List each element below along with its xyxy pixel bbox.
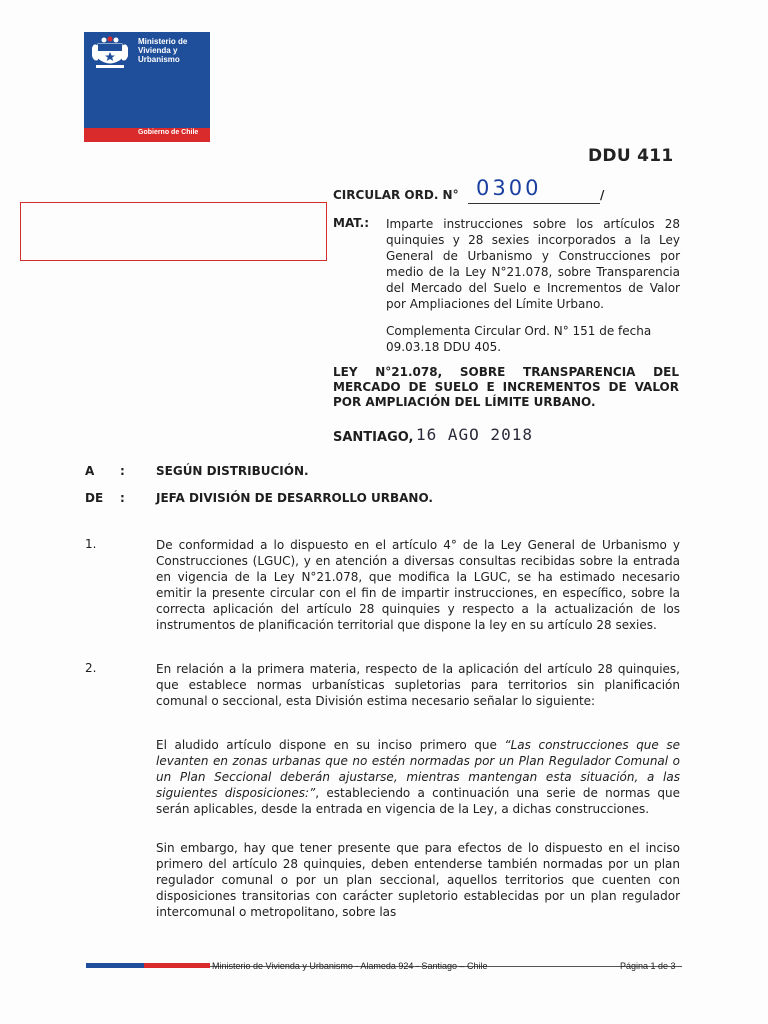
paragraph-3 bbox=[156, 737, 680, 817]
coat-of-arms-icon bbox=[90, 36, 130, 70]
footer-address: Ministerio de Vivienda y Urbanismo - Alameda 924 - Santiago – Chile bbox=[212, 961, 488, 971]
mat-text: Imparte instrucciones sobre los artículos 28 quinquies y 28 sexies incorporados a la Ley General de Urbanismo y Construcciones por medio de la Ley N°21.078, sobre Transparencia del Mercado del Suelo e Incrementos de Valor por Ampliaciones del Límite Urbano. bbox=[386, 217, 680, 311]
paragraph-3-intro: El aludido artículo dispone en su inciso primero que bbox=[156, 738, 505, 752]
logo-gobierno-text: Gobierno de Chile bbox=[138, 129, 199, 136]
redaction-box bbox=[20, 202, 327, 261]
paragraph-2: En relación a la primera materia, respecto de la aplicación del artículo 28 quinquies, que establece normas urbanísticas supletorias para territorios sin planificación comunal o seccional, esta División estima necesario señalar lo siguiente: bbox=[156, 662, 680, 708]
circular-number: 0300 bbox=[476, 176, 542, 200]
paragraph-1: De conformidad a lo dispuesto en el artículo 4° de la Ley General de Urbanismo y Construcciones (LGUC), y en atención a diversas consultas recibidas sobre la entrada en vigencia de la Ley N°21.078, que modifica la LGUC, se ha estimado necesario emitir la presente circular con el fin de impartir instrucciones, en específico, sobre la correcta aplicación del artículo 28 quinquies y respecto a la actualización de los instrumentos de planificación territorial que dispone la ley en su artículo 28 sexies. bbox=[156, 538, 680, 632]
circular-slash: / bbox=[600, 188, 605, 202]
logo-line-3: Urbanismo bbox=[138, 55, 180, 64]
recipient-value: SEGÚN DISTRIBUCIÓN. bbox=[156, 464, 309, 478]
logo-ministry-name bbox=[138, 37, 208, 64]
footer-bar-red bbox=[144, 963, 210, 968]
mat-label: MAT.: bbox=[333, 216, 370, 230]
sender-colon: : bbox=[120, 491, 125, 505]
paragraph-number-1: 1. bbox=[85, 537, 97, 551]
logo-line-1: Ministerio de bbox=[138, 37, 188, 46]
circular-label: CIRCULAR ORD. N° bbox=[333, 188, 459, 202]
logo-line-2: Vivienda y bbox=[138, 46, 178, 55]
law-title: LEY N°21.078, SOBRE TRANSPARENCIA DEL MERCADO DE SUELO E INCREMENTOS DE VALOR POR AMPLIACIÓN DEL LÍMITE URBANO. bbox=[333, 365, 679, 409]
recipient-colon: : bbox=[120, 464, 125, 478]
paragraph-number-2: 2. bbox=[85, 661, 97, 675]
date-stamp: 16 AGO 2018 bbox=[416, 425, 533, 444]
paragraph-4: Sin embargo, hay que tener presente que para efectos de lo dispuesto en el inciso primero del artículo 28 quinquies, deben entenderse también normadas por un plan regulador comunal o por un plan seccional, aquellos territorios que cuenten con disposiciones transitorias con carácter supletorio establecidas por un plan regulador intercomunal o metropolitano, sobre las bbox=[156, 841, 680, 919]
santiago-label: SANTIAGO, bbox=[333, 430, 414, 445]
paragraph-3-rest: , estableciendo a continuación una serie de normas que serán aplicables, desde la entrada en vigencia de la Ley, a dichas construcciones. bbox=[156, 786, 680, 816]
circular-underline bbox=[468, 203, 600, 204]
ddu-code: DDU 411 bbox=[588, 146, 674, 166]
paragraph-3-quote: “Las construcciones que se levanten en zonas urbanas que no estén normadas por un Plan Regulador Comunal o un Plan Seccional deberán ajustarse, mientras mantengan esta situación, a las siguientes disposiciones:” bbox=[156, 738, 680, 800]
sender-value: JEFA DIVISIÓN DE DESARROLLO URBANO. bbox=[156, 491, 433, 505]
ministry-logo bbox=[84, 32, 210, 142]
recipient-key: A bbox=[85, 464, 95, 478]
page-number: Página 1 de 3 bbox=[620, 961, 676, 971]
footer-bar-blue bbox=[86, 963, 144, 968]
sender-key: DE bbox=[85, 491, 104, 505]
mat-complement: Complementa Circular Ord. N° 151 de fecha 09.03.18 DDU 405. bbox=[386, 324, 652, 354]
